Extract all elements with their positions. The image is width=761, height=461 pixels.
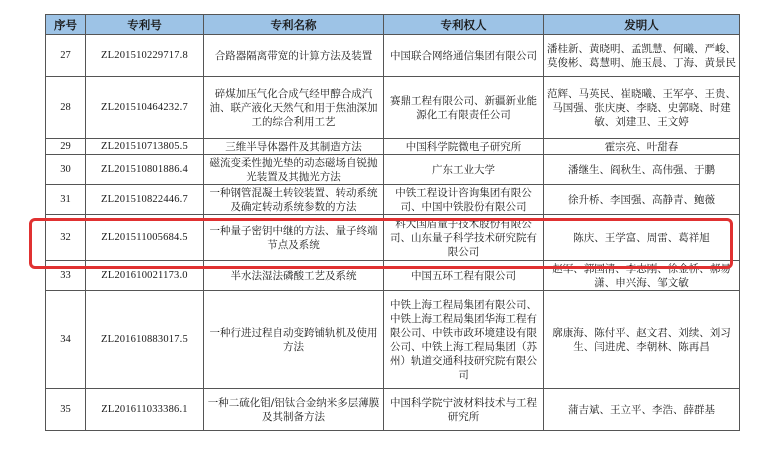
- cell-patent-name: 半水法湿法磷酸工艺及系统: [204, 261, 384, 291]
- cell-holder: 科大国盾量子技术股份有限公司、山东量子科学技术研究院有限公司: [384, 215, 544, 261]
- cell-patent-no: ZL201510713805.5: [86, 139, 204, 155]
- header-seq: 序号: [46, 15, 86, 35]
- header-inventor: 发明人: [544, 15, 740, 35]
- cell-inventor: 潘继生、阎秋生、高伟强、于鹏: [544, 155, 740, 185]
- cell-seq: 27: [46, 35, 86, 77]
- cell-patent-name: 一种行进过程自动变跨铺轨机及使用方法: [204, 291, 384, 389]
- cell-holder: 中国科学院微电子研究所: [384, 139, 544, 155]
- cell-holder: 中国联合网络通信集团有限公司: [384, 35, 544, 77]
- table-row: [46, 35, 740, 77]
- cell-patent-no: ZL201510822446.7: [86, 185, 204, 215]
- cell-patent-no: ZL201511005684.5: [86, 215, 204, 261]
- cell-patent-no: ZL201510801886.4: [86, 155, 204, 185]
- cell-holder: 广东工业大学: [384, 155, 544, 185]
- cell-inventor: 范辉、马英民、崔晓曦、王军亭、王贵、马国强、张庆庚、李晓、史郭晓、时建敏、刘建卫、王文婷: [544, 77, 740, 139]
- cell-patent-no: ZL201610883017.5: [86, 291, 204, 389]
- cell-patent-name: 碎煤加压气化合成气经甲醇合成汽油、联产液化天然气和用于焦油深加工的综合利用工艺: [204, 77, 384, 139]
- table-row: [46, 389, 740, 431]
- table-header-row: [46, 15, 740, 35]
- table-row: [46, 155, 740, 185]
- cell-holder: 赛鼎工程有限公司、新疆新业能源化工有限责任公司: [384, 77, 544, 139]
- cell-seq: 31: [46, 185, 86, 215]
- table-row: [46, 291, 740, 389]
- cell-inventor: 廓康海、陈付平、赵文君、刘续、刘习生、闫进虎、李朝林、陈再昌: [544, 291, 740, 389]
- cell-patent-name: 三维半导体器件及其制造方法: [204, 139, 384, 155]
- cell-seq: 34: [46, 291, 86, 389]
- cell-patent-name: 一种钢管混凝土转铰装置、转动系统及确定转动系统参数的方法: [204, 185, 384, 215]
- patent-table: [45, 14, 740, 431]
- table-row: [46, 77, 740, 139]
- cell-inventor: 赵军、郭国清、李志刚、徐金桥、郝易潇、申兴海、邹文敏: [544, 261, 740, 291]
- cell-patent-name: 一种二硫化钼/铝钛合金纳米多层薄膜及其制备方法: [204, 389, 384, 431]
- header-patent-no: 专利号: [86, 15, 204, 35]
- cell-seq: 33: [46, 261, 86, 291]
- header-holder: 专利权人: [384, 15, 544, 35]
- cell-inventor: 蒲吉斌、王立平、李浩、薛群基: [544, 389, 740, 431]
- cell-patent-name: 合路器隔离带宽的计算方法及装置: [204, 35, 384, 77]
- cell-seq: 32: [46, 215, 86, 261]
- cell-seq: 29: [46, 139, 86, 155]
- cell-holder: 中国五环工程有限公司: [384, 261, 544, 291]
- table-row-highlighted: [46, 215, 740, 261]
- cell-patent-no: ZL201510464232.7: [86, 77, 204, 139]
- table-row: [46, 261, 740, 291]
- cell-holder: 中铁工程设计咨询集团有限公司、中国中铁股份有限公司: [384, 185, 544, 215]
- cell-seq: 28: [46, 77, 86, 139]
- table-row: [46, 185, 740, 215]
- cell-holder: 中铁上海工程局集团有限公司、中铁上海工程局集团华海工程有限公司、中铁市政环境建设有限公司、中铁上海工程局集团（苏州）轨道交通科技研究院有限公司: [384, 291, 544, 389]
- cell-inventor: 霍宗亮、叶甜春: [544, 139, 740, 155]
- table-row: [46, 139, 740, 155]
- cell-inventor: 潘桂新、黄晓明、孟凯慧、何曦、严峻、莫俊彬、葛慧明、施玉晨、丁海、黄景民: [544, 35, 740, 77]
- cell-seq: 30: [46, 155, 86, 185]
- cell-inventor: 徐升桥、李国强、高静青、鲍薇: [544, 185, 740, 215]
- header-patent-name: 专利名称: [204, 15, 384, 35]
- cell-patent-no: ZL201510229717.8: [86, 35, 204, 77]
- cell-patent-no: ZL201611033386.1: [86, 389, 204, 431]
- cell-inventor: 陈庆、王学富、周雷、葛祥旭: [544, 215, 740, 261]
- cell-patent-no: ZL201610021173.0: [86, 261, 204, 291]
- cell-seq: 35: [46, 389, 86, 431]
- cell-holder: 中国科学院宁波材料技术与工程研究所: [384, 389, 544, 431]
- cell-patent-name: 磁流变柔性抛光垫的动态磁场自锐抛光装置及其抛光方法: [204, 155, 384, 185]
- cell-patent-name: 一种量子密钥中继的方法、量子终端节点及系统: [204, 215, 384, 261]
